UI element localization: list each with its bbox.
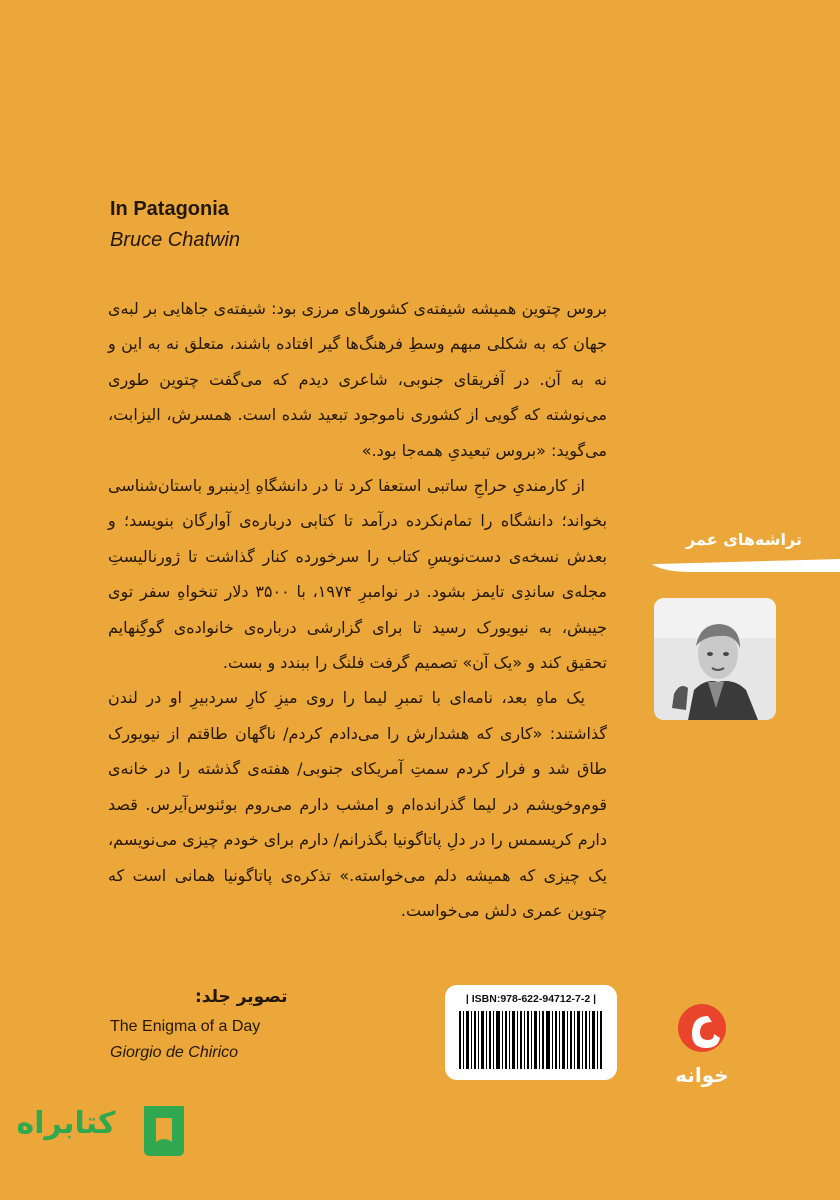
barcode-icon [459,1011,603,1069]
book-author: Bruce Chatwin [110,229,241,251]
book-title: In Patagonia [110,198,229,220]
cover-artist-name: Giorgio de Chirico [110,1044,239,1061]
blurb-paragraph-2: از کارمندیِ حراجِ ساتبی استعفا کرد تا در دانشگاهِ اِدینبرو باستان‌شناسی بخواند؛ دانشگاه را تمام‌نکرده درآمد تا کتابی درباره‌ی آوارگان بنویسد؛ و بعدش نسخه‌ی دست‌نویسِ کتاب را سرخورده کنار گذاشت تا ژورنالیستِ مجله‌ی ساندِی تایمز بشود. در نوامبرِ ۱۹۷۴، با ۳۵۰۰ دلار تنخواهِ سفر توی جیبش، به نیویورک رسید تا برای گزارشی درباره‌ی خانواده‌ی گوگِنهایم تحقیق کند و «یک آن» تصمیم گرفت فلنگ را ببندد و بست. [108,476,607,673]
isbn-text: | ISBN:978-622-94712-7-2 | [465,993,597,1005]
cover-credit-label: تصویر جلد: [195,987,288,1007]
barcode-card [445,985,617,1080]
khaneh-logo-icon [662,998,742,1092]
blurb-paragraph-1: بروس چتوین همیشه شیفته‌ی کشورهای مرزی بود: شیفته‌ی جاهایی بر لبه‌ی جهان که به شکلی مبهم وسطِ فرهنگ‌ها گیر افتاده باشند، متعلق نه به این و نه به آن. در آفریقای جنوبی، شاعری دیدم که می‌گفت چتوین طوری می‌نوشته که گویی از کشوری ناموجود تبعید شده است. همسرش، الیزابت، می‌گوید: «بروس تبعیدیِ همه‌جا بود.» [108,299,607,460]
cover-artwork-title: The Enigma of a Day [110,1018,261,1035]
publisher-name: خوانه [675,1063,729,1087]
author-portrait-image [654,598,776,720]
blurb-paragraph-3: یک ماهِ بعد، نامه‌ای با تمبرِ لیما را روی میزِ کارِ سردبیرِ او در لندن گذاشتند: «کاری که هشدارش را می‌دادم کردم/ ناگهان طاقتم از نیویورک طاق شد و فرار کردم سمتِ آمریکای جنوبی/ هفته‌ی گذشته را در خانه‌ی قوم‌وخویشم در لیما گذرانده‌ام و امشب دارم می‌روم بوئنوس‌آیرس. قصد دارم کریسمس را در دلِ پاتاگونیا بگذرانم/ دارم برای خودم چیزی می‌نویسم، یک چیزی که همیشه دلم می‌خواسته.» تذکره‌ی پاتاگونیا همانی است که چتوین عمری دلش می‌خواست. [108,688,607,920]
series-label: تراشه‌های عمر [686,530,802,549]
book-title-block [110,198,240,252]
book-blurb [108,291,607,928]
store-name: کتابراه [16,1106,116,1141]
